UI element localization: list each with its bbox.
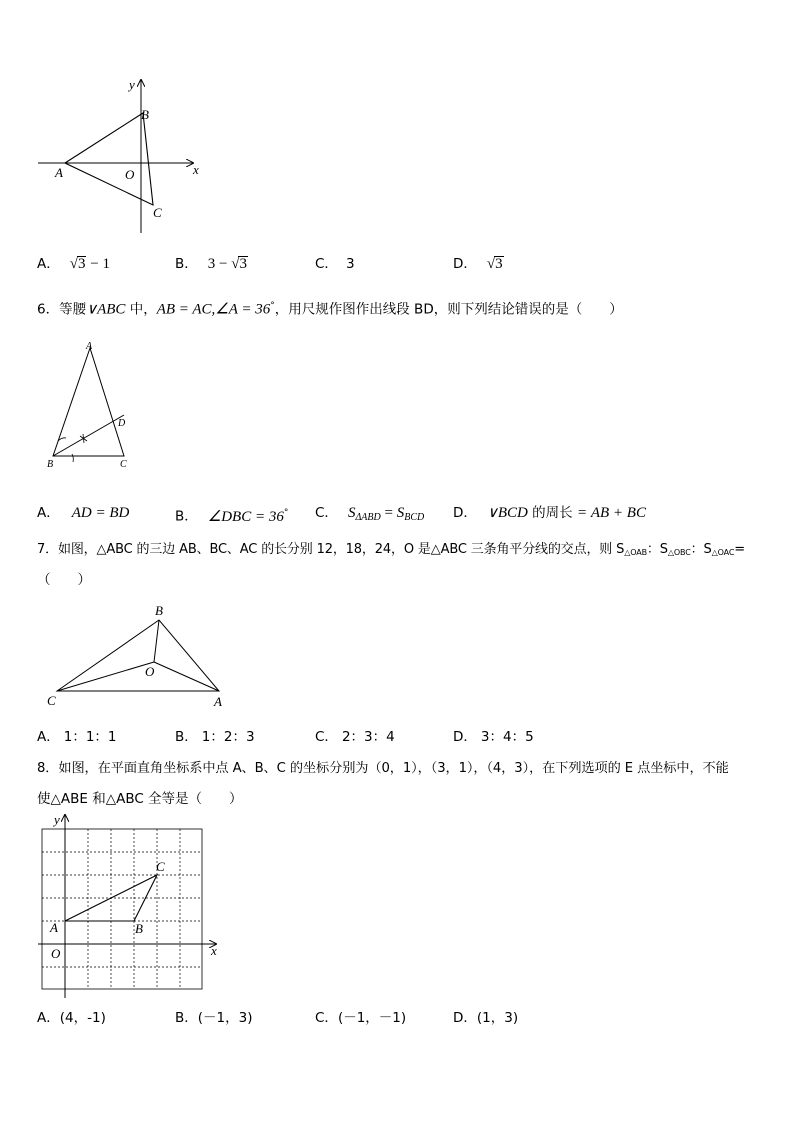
coordinate-grid [42, 829, 202, 989]
triangle-abc [65, 113, 153, 205]
construction-arc-3 [72, 454, 73, 462]
label-b: B [47, 459, 54, 470]
label-b: B [141, 107, 149, 122]
q6-stem: 6．等腰∨ABC 中，AB = AC,∠A = 36°，用尺规作图作出线段 BD，则下列结论错误的是（ ） [37, 301, 623, 318]
q7-option-b[interactable]: B． 1：2：3 [175, 729, 255, 745]
q8-option-a[interactable]: A．(4，-1) [37, 1010, 106, 1026]
label-y: y [54, 812, 60, 827]
label-a: A [55, 165, 63, 180]
q8-figure [30, 812, 230, 1002]
q6-option-b[interactable]: B． ∠DBC = 36° [175, 508, 289, 525]
q5-option-d[interactable]: D． √3 [453, 256, 503, 272]
q6-option-d[interactable]: D． ∨BCD 的周长 = AB + BC [453, 505, 646, 521]
q8-option-c[interactable]: C．(－1，－1) [315, 1010, 407, 1026]
bisector-ao [154, 662, 219, 691]
label-a: A [214, 694, 222, 709]
q5-figure [30, 75, 210, 240]
q8-stem-line1: 8．如图，在平面直角坐标系中点 A、B、C 的坐标分别为（0，1），（3，1），（4，3），在下列选项的 E 点坐标中，不能 [37, 761, 729, 776]
q8-option-b[interactable]: B．(－1，3) [175, 1010, 253, 1026]
bisector-bo [154, 620, 159, 662]
q8-option-d[interactable]: D．(1，3) [453, 1010, 519, 1026]
q6-figure [40, 338, 140, 473]
q6-option-a[interactable]: A． AD = BD [37, 505, 130, 521]
q7-stem-line1: 7．如图，△ABC 的三边 AB、BC、AC 的长分别 12，18，24，O 是△ABC 三条角平分线的交点，则 S△OAB：S△OBC：S△OAC= [37, 542, 746, 557]
label-x: x [193, 162, 199, 177]
label-b: B [155, 603, 163, 618]
label-a: A [50, 920, 58, 935]
q5-option-c[interactable]: C． 3 [315, 256, 355, 272]
label-c: C [120, 459, 127, 470]
label-b: B [135, 921, 143, 936]
q7-option-a[interactable]: A． 1：1：1 [37, 729, 117, 745]
q7-figure [40, 600, 240, 712]
construction-arc-2 [80, 434, 87, 443]
q5-option-b[interactable]: B． 3 − √3 [175, 256, 247, 272]
label-c: C [47, 693, 56, 708]
segment-bd [53, 415, 124, 456]
label-y: y [129, 77, 135, 92]
label-c: C [156, 859, 165, 874]
q6-option-c[interactable]: C． $S_{\Delta ABD} = S_{BCD}$ [315, 505, 425, 523]
label-o: O [125, 167, 135, 182]
label-x: x [211, 943, 217, 958]
q7-option-d[interactable]: D． 3：4：5 [453, 729, 534, 745]
label-o: O [145, 664, 155, 679]
label-a: A [86, 341, 93, 352]
label-d: D [118, 418, 126, 429]
q8-stem-line2: 使△ABE 和△ABC 全等是（ ） [37, 791, 243, 807]
q7-option-c[interactable]: C． 2：3：4 [315, 729, 395, 745]
label-o: O [51, 946, 61, 961]
label-c: C [153, 205, 162, 220]
q7-stem-line2: （ ） [37, 572, 91, 588]
triangle-abc-isosceles [53, 348, 124, 456]
q5-option-a[interactable]: A． √3 − 1 [37, 256, 110, 272]
bisector-co [57, 662, 154, 691]
